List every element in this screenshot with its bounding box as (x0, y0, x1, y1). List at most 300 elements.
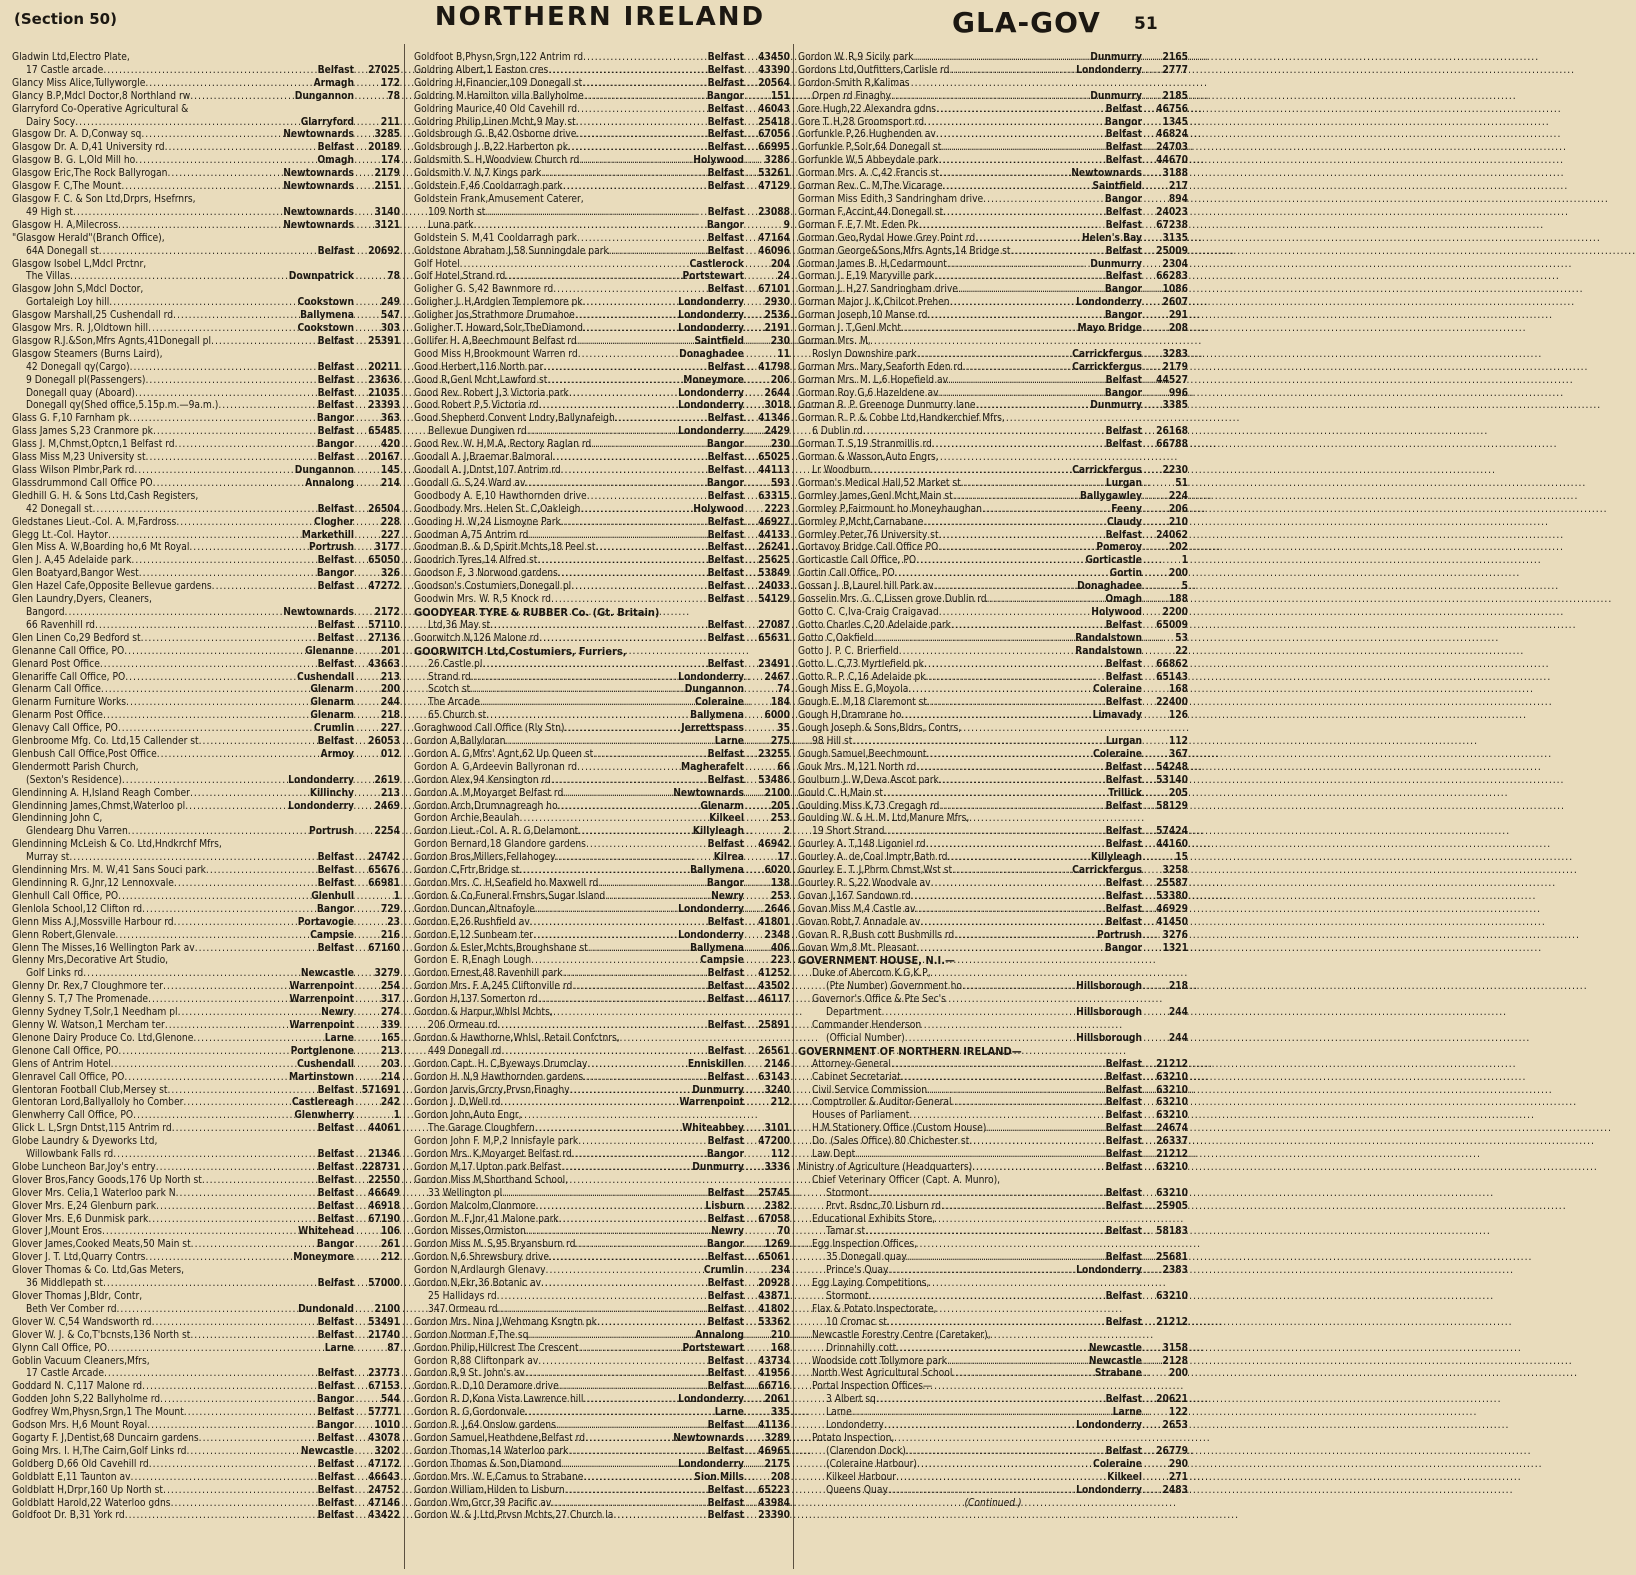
phone-number: 46043 (758, 103, 790, 115)
phone-number: 20621 (1156, 1394, 1188, 1406)
listing-name: Glenwherry Call Office, PO (12, 1110, 134, 1122)
listing-row (414, 271, 790, 284)
phone-number: 25681 (1156, 1252, 1188, 1264)
exchange-name: Belfast (707, 168, 744, 180)
exchange-name: Coleraine (1093, 684, 1142, 696)
dot-leader (888, 1265, 1076, 1278)
dot-leader (501, 1046, 707, 1059)
listing-row (12, 271, 400, 284)
listing-row (414, 736, 790, 749)
exchange-name: Omagh (317, 155, 354, 167)
dot-leader (863, 426, 1106, 439)
exchange-name: Bangor (1104, 193, 1142, 205)
dot-leader (139, 568, 317, 581)
exchange-name: Belfast (317, 1381, 354, 1393)
phone-number: 46929 (1156, 903, 1188, 915)
dot-leader (881, 1007, 1076, 1020)
exchange-name: Bangor (706, 1149, 744, 1161)
exchange-name: Belfast (1105, 1316, 1142, 1328)
exchange-name: Londonderry (678, 929, 744, 941)
listing-row (798, 839, 1188, 852)
dot-leader (129, 413, 317, 426)
phone-number: 67153 (368, 1381, 400, 1393)
listing-row (414, 1162, 790, 1175)
listing-row (414, 517, 790, 530)
listing-row (798, 813, 1188, 826)
listing-row (12, 1252, 400, 1265)
exchange-name: Belfast (1105, 697, 1142, 709)
listing-row (414, 129, 790, 142)
dot-leader (548, 65, 707, 78)
exchange-name: Pomeroy (1096, 542, 1142, 554)
listing-name: Gosselin Mrs. G. C,Lissen grove Dublin rd (798, 594, 987, 606)
listing-name: 49 High st (26, 206, 73, 218)
listing-row (798, 259, 1188, 272)
listing-name: Glenhull Call Office, PO (12, 890, 119, 902)
phone-number: 63210 (1156, 1097, 1188, 1109)
dot-leader (954, 930, 1097, 943)
listing-name: Glasgow F. C,The Mount (12, 181, 122, 193)
listing-row (12, 542, 400, 555)
exchange-name: Holywood (693, 503, 744, 515)
listing-name: Glover W. C,54 Wandsworth rd (12, 1316, 152, 1328)
phone-number: 996 (1168, 387, 1188, 399)
listing-row (12, 78, 400, 91)
phone-number: 27136 (368, 632, 400, 644)
listing-name: Goodman A,75 Antrim rd (414, 529, 529, 541)
phone-number: 218 (380, 710, 400, 722)
dot-leader (917, 349, 1072, 362)
phone-number: 20928 (758, 1278, 790, 1290)
listing-row (414, 104, 790, 117)
dot-leader (934, 581, 1078, 594)
listing-name: Glentoran Lord,Ballyalloly ho Comber (12, 1097, 184, 1109)
exchange-name: Randalstown (1075, 632, 1142, 644)
exchange-name: Belfast (707, 245, 744, 257)
phone-number: 53491 (368, 1316, 400, 1328)
listing-name: 17 Castle Arcade (26, 1368, 104, 1380)
listing-row (798, 104, 1188, 117)
exchange-name: Belfast (317, 503, 354, 515)
exchange-name: Londonderry (678, 1394, 744, 1406)
listing-name: Glenn Miss A.J,Mossville Harbour rd (12, 916, 174, 928)
listing-name: Glen Hazel Cafe,Opposite Bellevue gardens (12, 581, 212, 593)
listing-row (12, 775, 400, 788)
listing-name: Luna park (428, 219, 474, 231)
exchange-name: Newtownards (283, 206, 354, 218)
exchange-name: Belfast (1105, 671, 1142, 683)
exchange-name: Bangor (706, 1239, 744, 1251)
dot-leader (526, 1226, 711, 1239)
listing-name: The Garage Cloughfern (428, 1123, 535, 1135)
exchange-name: Donaghadee (679, 348, 744, 360)
dot-leader (888, 1485, 1076, 1498)
listing-name: Glen Boatyard,Bangor West (12, 568, 139, 580)
phone-number: 46756 (1156, 103, 1188, 115)
listing-row (798, 413, 1188, 426)
dot-leader (525, 478, 707, 491)
listing-name: Gordon E,12 Sunbeam ter (414, 929, 534, 941)
dot-leader (948, 852, 1091, 865)
listing-row (12, 413, 400, 426)
phone-number: 367 (1168, 748, 1188, 760)
phone-number: 65676 (368, 865, 400, 877)
listing-name: 25 Hallidays rd (428, 1291, 497, 1302)
listing-row (414, 1278, 790, 1291)
listing-name: Larne (826, 1407, 852, 1419)
listing-name: Glenone Call Office, PO (12, 1045, 119, 1057)
listing-row (12, 297, 400, 310)
exchange-name: Belfast (1105, 1110, 1142, 1122)
listing-name: The Arcade (428, 697, 480, 709)
dot-leader (193, 1033, 324, 1046)
exchange-name: Belfast (1105, 1445, 1142, 1457)
listing-row (414, 194, 790, 207)
listing-row (414, 1381, 790, 1394)
exchange-name: Belfast (707, 1045, 744, 1057)
exchange-name: Gorticastle (1085, 555, 1142, 567)
listing-name: Gorman George&Sons,Mfrs Agnts,14 Bridge st (798, 245, 1011, 257)
listing-name: Glenarm Furniture Works (12, 697, 127, 709)
phone-number: 66995 (758, 142, 790, 154)
listing-name: Gordon Misses,Ormiston (414, 1226, 526, 1238)
listing-name: Gogarty F. J,Dentist,68 Duncairn gardens (12, 1432, 199, 1444)
dot-leader (927, 1085, 1106, 1098)
listing-row (414, 1446, 790, 1459)
exchange-name: Belfast (1105, 839, 1142, 851)
listing-name: Glen Linen Co,29 Bedford st (12, 632, 141, 644)
listing-name: Civil Service Commission (812, 1084, 928, 1096)
phone-number: 21740 (368, 1329, 400, 1341)
phone-number: 54248 (1156, 761, 1188, 773)
exchange-name: Limavady (1092, 710, 1142, 722)
phone-number: 3385 (1162, 400, 1188, 412)
dot-leader (102, 1226, 298, 1239)
dot-leader (117, 1304, 299, 1317)
phone-number: 2223 (764, 503, 790, 515)
dot-leader (884, 1420, 1076, 1433)
exchange-name: Cookstown (297, 323, 354, 335)
phone-number: 210 (1168, 516, 1188, 528)
dot-leader (947, 259, 1090, 272)
listing-name: Gordon John,Auto Engr, (414, 1110, 522, 1122)
exchange-name: Armoy (320, 748, 354, 760)
phone-number: 2172 (374, 606, 400, 618)
listing-row (12, 220, 400, 233)
dot-leader (65, 607, 284, 620)
listing-name: Stormont (826, 1291, 869, 1302)
exchange-name: Belfast (707, 1381, 744, 1393)
dot-leader (916, 762, 1105, 775)
listing-name: 26 Castle pl (428, 658, 483, 670)
dot-leader (943, 207, 1105, 220)
exchange-name: Newcastle (1088, 1342, 1142, 1354)
exchange-name: Belfast (1105, 1149, 1142, 1161)
dot-leader (586, 839, 708, 852)
exchange-name: Newtownards (283, 606, 354, 618)
exchange-name: Carrickfergus (1072, 465, 1142, 476)
listing-name: Gordon N,Ekr,36 Botanic av (414, 1278, 541, 1290)
listing-name: Goldring Maurice,40 Old Cavehill rd (414, 103, 578, 115)
listing-name: Goulding W. & H. M. Ltd,Manure Mfrs, (798, 813, 970, 825)
phone-number: 23390 (758, 1510, 790, 1522)
phone-number: 47129 (758, 181, 790, 193)
phone-number: 168 (1168, 684, 1188, 696)
listing-name: Glendermott Parish Church, (12, 761, 139, 773)
listing-name: Glover W. J. & Co,T'bcnsts,136 North st (12, 1329, 191, 1341)
page-header (0, 0, 1200, 44)
listing-row (12, 1007, 400, 1020)
dot-leader (593, 749, 707, 762)
listing-row (798, 78, 1188, 91)
exchange-name: Belfast (1105, 826, 1142, 838)
exchange-name: Belfast (1105, 1161, 1142, 1173)
listing-name: 98 Hill st (812, 736, 853, 748)
phone-number: 2200 (1162, 606, 1188, 618)
dot-leader (541, 168, 707, 181)
listing-row (798, 349, 1188, 362)
exchange-name: Belfast (707, 1497, 744, 1509)
listing-row (798, 310, 1188, 323)
listing-row (798, 465, 1188, 478)
dot-leader (932, 439, 1106, 452)
listing-row (12, 620, 400, 633)
exchange-name: Belfast (707, 1071, 744, 1083)
phone-number: 25625 (758, 555, 790, 567)
dot-leader (583, 1072, 707, 1085)
listing-name: Glover Mrs. E,6 Dunmisk park (12, 1213, 149, 1225)
listing-row (414, 168, 790, 181)
dot-leader (152, 1317, 318, 1330)
phone-number: 3336 (764, 1161, 790, 1173)
dot-leader (874, 633, 1076, 646)
phone-number: 2644 (764, 387, 790, 399)
phone-number: 253 (770, 813, 790, 825)
exchange-name: Belfast (1105, 903, 1142, 915)
listing-name: Gorman J. T,Genl Mcht (798, 323, 901, 335)
listing-row (12, 1226, 400, 1239)
exchange-name: Londonderry (1076, 1265, 1142, 1277)
listing-name: Gordon R,88 Cliftonpark av (414, 1355, 539, 1367)
exchange-name: Hillsborough (1076, 981, 1142, 993)
phone-number: 2100 (764, 787, 790, 799)
phone-number: 46942 (758, 839, 790, 851)
exchange-name: Belfast (1105, 439, 1142, 451)
phone-number: 46824 (1156, 129, 1188, 141)
exchange-name: Belfast (707, 361, 744, 373)
listing-name: Gough Miss E. G,Moyola (798, 684, 909, 696)
exchange-name: Belfast (707, 1019, 744, 1031)
phone-number: 20167 (368, 452, 400, 464)
exchange-name: Bangor (706, 439, 744, 451)
listing-name: Glassdrummond Call Office PO (12, 477, 153, 489)
listing-row (12, 1317, 400, 1330)
exchange-name: Belfast (317, 581, 354, 593)
phone-number: 2179 (374, 168, 400, 180)
listing-name: 9 Donegall pl(Passengers) (26, 374, 146, 386)
listing-name: Glover Thomas J,Bldr, Contr, (12, 1291, 143, 1302)
exchange-name: Londonderry (678, 903, 744, 915)
dot-leader (75, 117, 301, 130)
exchange-name: Lurgan (1105, 736, 1142, 748)
phone-number: 63210 (1156, 1291, 1188, 1302)
exchange-name: Portstewart (682, 271, 744, 283)
listing-row (798, 1252, 1188, 1265)
listing-name: Glasgow Eric,The Rock Ballyrogan (12, 168, 168, 180)
exchange-name: Bangor (316, 568, 354, 580)
listing-name: Gorman Mrs. Mary,Seaforth Eden rd (798, 361, 963, 373)
listing-name: Gordon A. G,Ardeevin Ballyronan rd (414, 761, 578, 773)
dot-leader (142, 1381, 318, 1394)
listing-row (12, 1343, 400, 1356)
exchange-name: Coleraine (695, 697, 744, 709)
exchange-name: Belfast (317, 452, 354, 464)
dot-leader (537, 555, 707, 568)
exchange-name: Belfast (317, 426, 354, 438)
listing-row (12, 826, 400, 839)
phone-number: 206 (1168, 503, 1188, 515)
dot-leader (559, 1214, 708, 1227)
exchange-name: Dungannon (294, 90, 354, 102)
listing-name: Glenn Robert,Glenvale (12, 929, 116, 941)
phone-number: 205 (770, 800, 790, 812)
phone-number: 420 (380, 439, 400, 451)
listing-row (414, 672, 790, 685)
dot-leader (145, 1252, 293, 1265)
exchange-name: Belfast (707, 490, 744, 502)
listing-row (798, 129, 1188, 142)
phone-number: 26779 (1156, 1445, 1188, 1457)
dot-leader (931, 878, 1106, 891)
listing-row (12, 207, 400, 220)
listing-name: Goodall A. J,Braemar Balmoral (414, 452, 553, 464)
listing-name: Gordon M,17 Upton park Belfast (414, 1161, 562, 1173)
dot-leader (107, 1343, 325, 1356)
exchange-name: Belfast (317, 142, 354, 154)
exchange-name: Belfast (317, 1484, 354, 1496)
phone-number: 35 (777, 723, 790, 735)
exchange-name: Armagh (313, 77, 354, 89)
listing-row (12, 426, 400, 439)
phone-number: 3202 (374, 1445, 400, 1457)
listing-name: Goldring Philip,Linen Mcht,9 May st (414, 116, 576, 128)
listing-name: Goodbody A. E,10 Hawthornden drive (414, 490, 587, 502)
listing-row (414, 439, 790, 452)
listing-name: Gordon Duncan,Altnafoyle (414, 903, 535, 915)
listing-name: Gorman Miss Edith,3 Sandringham drive (798, 193, 984, 205)
listing-name: Golf Hotel,Strand rd (414, 271, 506, 283)
listing-row (798, 207, 1188, 220)
phone-number: 3018 (764, 400, 790, 412)
exchange-name: Kilkeel (709, 813, 744, 825)
listing-name: Gordon M. F,Jnr,41 Malone park (414, 1213, 559, 1225)
phone-number: 2646 (764, 903, 790, 915)
listing-row (12, 594, 400, 607)
exchange-name: Newtownards (283, 129, 354, 141)
exchange-name: Belfast (1105, 658, 1142, 670)
phone-number: 21212 (1156, 1316, 1188, 1328)
listing-row (12, 1472, 400, 1485)
listing-row (414, 362, 790, 375)
listing-row (12, 91, 400, 104)
listing-name: Goodrich Tyres,14 Alfred st (414, 555, 538, 567)
phone-number: 212 (380, 1252, 400, 1264)
listing-name: Goodman B. & D,Spirit Mchts,18 Peel st (414, 542, 596, 554)
listing-row (414, 323, 790, 336)
listing-name: Gordon Wm,Grcr,39 Pacific av (414, 1497, 552, 1509)
dot-leader (577, 762, 681, 775)
listing-name: Queens Quay (826, 1484, 888, 1496)
dot-leader (73, 207, 283, 220)
listing-row (12, 439, 400, 452)
dot-leader (887, 1317, 1106, 1330)
dot-leader (153, 478, 305, 491)
listing-name: Goligher T. Howard,Solr,TheDiamond (414, 323, 583, 335)
phone-number: 2382 (764, 1200, 790, 1212)
listing-name: Woodside cott Tollymore park (812, 1355, 948, 1367)
phone-number: 200 (380, 684, 400, 696)
listing-row (12, 788, 400, 801)
listing-name: 35 Donegall quay (826, 1252, 907, 1264)
listing-name: Lr Woodburn (812, 465, 871, 476)
exchange-name: Belfast (1105, 1058, 1142, 1070)
listing-name: 36 Middlepath st (26, 1278, 103, 1290)
dot-leader (103, 710, 310, 723)
phone-number: 57771 (368, 1407, 400, 1419)
listing-name: Golf Hotel (414, 258, 460, 270)
listing-row (414, 65, 790, 78)
exchange-name: Belfast (707, 555, 744, 567)
exchange-name: Coleraine (1093, 748, 1142, 760)
exchange-name: Trillick (1108, 787, 1142, 799)
dot-leader (533, 930, 678, 943)
exchange-name: Martinstown (288, 1071, 354, 1083)
listing-name: Gorman T. S,19 Stranmillis rd (798, 439, 932, 451)
phone-number: 5 (1181, 581, 1188, 593)
listing-name: 17 Castle arcade (26, 64, 104, 76)
listing-row (12, 1175, 400, 1188)
phone-number: 165 (380, 1032, 400, 1044)
listing-row (798, 220, 1188, 233)
dot-leader (576, 117, 708, 130)
exchange-name: Belfast (707, 142, 744, 154)
exchange-name: Belfast (707, 994, 744, 1006)
dot-leader (558, 801, 701, 814)
dot-leader (174, 917, 298, 930)
phone-number: 211 (380, 116, 400, 128)
listing-name: Glasgow Isobel L,Mdcl Prctnr, (12, 258, 147, 270)
phone-number: 25418 (758, 116, 790, 128)
exchange-name: Gortin (1109, 568, 1142, 580)
listing-name: Glenravel Call Office, PO (12, 1071, 125, 1083)
listing-row (414, 426, 790, 439)
exchange-name: Newtownards (283, 168, 354, 180)
section-heading (414, 646, 790, 659)
dot-leader (869, 1188, 1106, 1201)
listing-name: Govan Robt,7 Annadale av (798, 916, 921, 928)
listing-name: Gough Samuel,Beechmount (798, 748, 927, 760)
exchange-name: Bangor (1104, 310, 1142, 322)
phone-number: 20564 (758, 77, 790, 89)
listing-name: Gordon Thomas,14 Waterloo park (414, 1445, 569, 1457)
listing-name: Good Herbert,116 North par (414, 361, 544, 373)
exchange-name: Belfast (707, 619, 744, 631)
section-heading (798, 955, 1188, 968)
phone-number: 3258 (1162, 865, 1188, 877)
listing-row (12, 1123, 400, 1136)
phone-number: 41136 (758, 1420, 790, 1432)
listing-row (414, 1046, 790, 1059)
